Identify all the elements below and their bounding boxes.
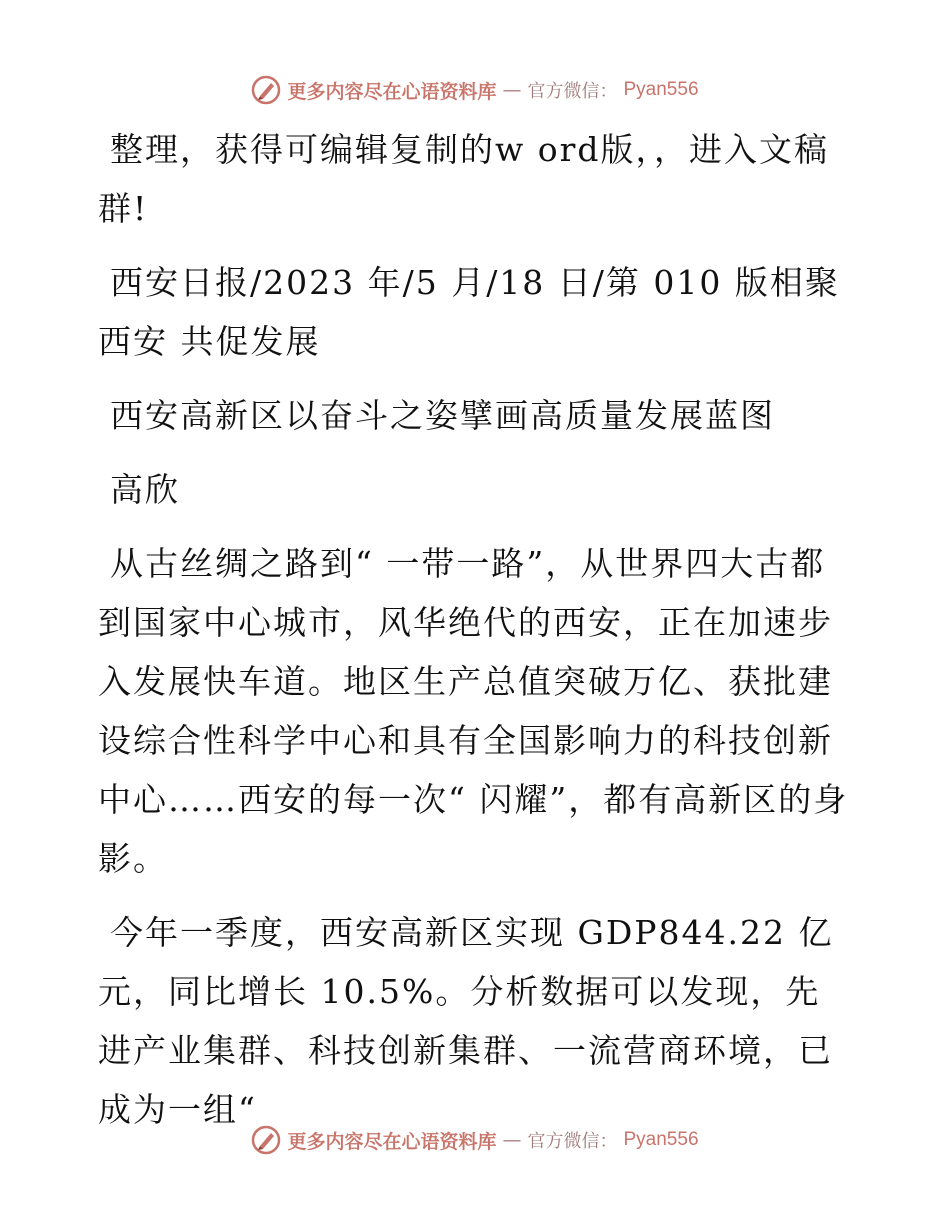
paragraph-intro: 整理，获得可编辑复制的w ord版，，进入文稿群! <box>98 130 830 228</box>
article-author: 高欣 <box>110 470 180 509</box>
paragraph-body-1: 从古丝绸之路到“ 一带一路”，从世界四大古都到国家中心城市，风华绝代的西安，正在加速步入发展快车道。地区生产总值突破万亿、获批建设综合性科学中心和具有全国影响力的科技创新中心……西安的每一次“ 闪耀”，都有高新区的身影。 <box>98 544 849 878</box>
watermark-official-label: 官方微信： <box>527 1131 618 1152</box>
pen-logo-icon <box>251 1125 281 1155</box>
watermark-dash: — <box>502 1129 522 1151</box>
paragraph-body-2: 今年一季度，西安高新区实现 GDP844.22 亿元，同比增长 10.5%。分析数据可以发现，先进产业集群、科技创新集群、一流营商环境，已成为一组“ <box>98 913 834 1129</box>
watermark-header <box>0 70 950 110</box>
pen-logo-icon <box>251 75 281 105</box>
watermark-wechat-id: Pyan556 <box>623 79 699 100</box>
watermark-dash: — <box>502 79 522 101</box>
watermark-brand: 更多内容尽在心语资料库 <box>287 80 497 103</box>
watermark-official-label: 官方微信： <box>527 81 618 102</box>
paragraph-source: 西安日报/2023 年/5 月/18 日/第 010 版相聚西安 共促发展 <box>98 263 840 361</box>
watermark-footer <box>0 1120 950 1160</box>
watermark-wechat-id: Pyan556 <box>623 1129 699 1150</box>
document-body <box>98 120 853 1154</box>
article-title: 西安高新区以奋斗之姿擘画高质量发展蓝图 <box>110 396 775 435</box>
watermark-brand: 更多内容尽在心语资料库 <box>287 1130 497 1153</box>
